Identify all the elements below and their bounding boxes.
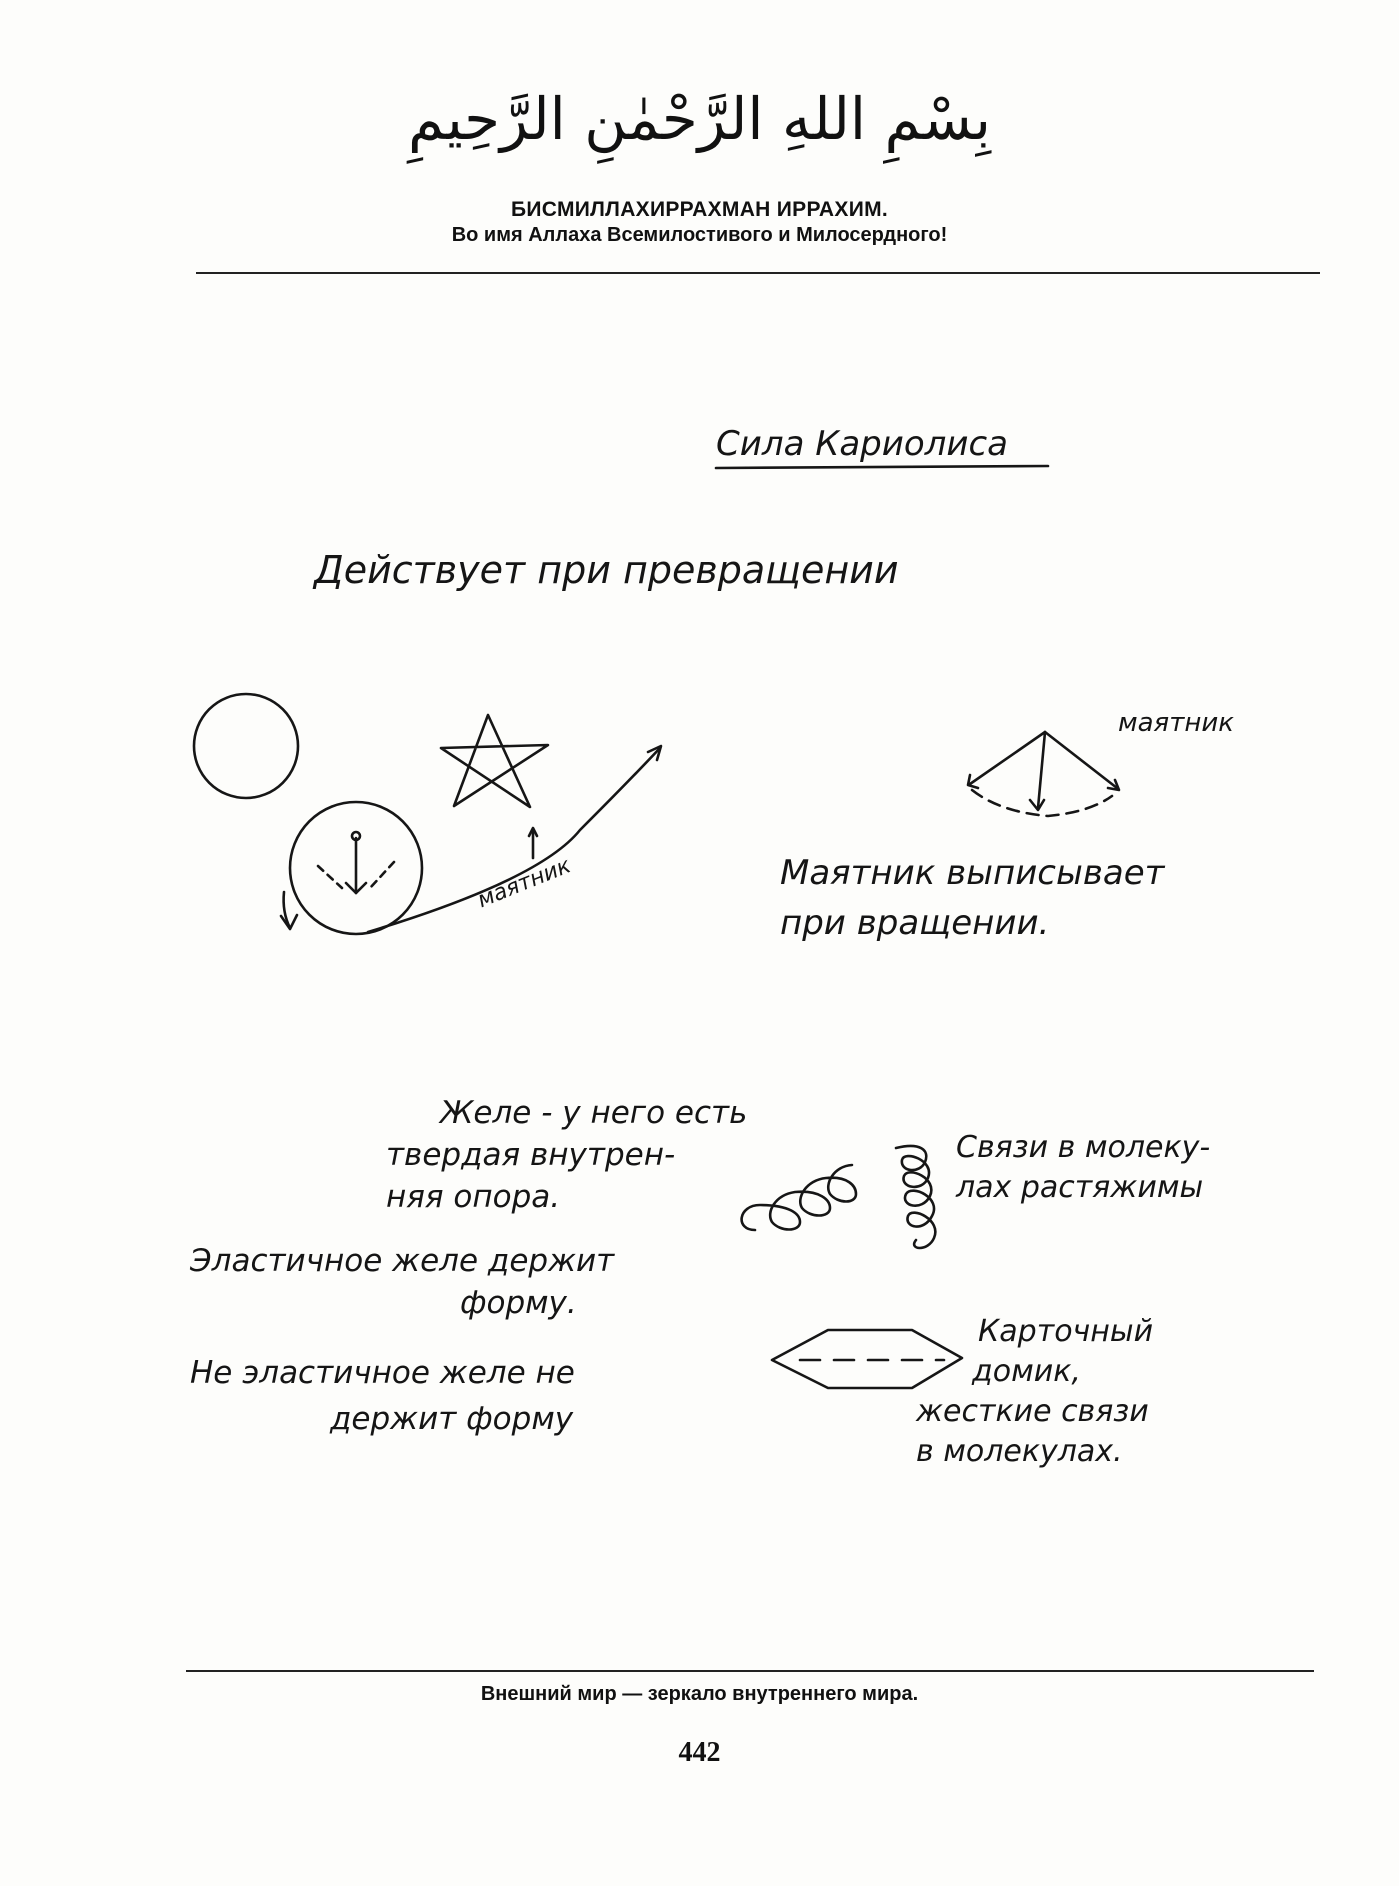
pendulum-swing-left bbox=[318, 866, 342, 888]
header-title: БИСМИЛЛАХИРРАХМАН ИРРАХИМ. bbox=[510, 198, 889, 221]
pendulum2-left bbox=[970, 732, 1045, 784]
cardhouse-text-line: домик, bbox=[972, 1354, 1081, 1389]
label-pendulum-top: маятник bbox=[1118, 708, 1234, 738]
bismillah-calligraphy: بِسْمِ اللهِ الرَّحْمٰنِ الرَّحِيمِ bbox=[408, 85, 991, 153]
spring-vertical bbox=[896, 1146, 935, 1248]
nonelastic-text-line: Не эластичное желе не bbox=[190, 1355, 575, 1391]
pendulum2-center bbox=[1038, 732, 1045, 808]
cardhouse-text-line: в молекулах. bbox=[916, 1434, 1123, 1469]
elastic-text-line: Эластичное желе держит bbox=[190, 1243, 615, 1279]
star-shape bbox=[441, 715, 548, 807]
pendulum2-right bbox=[1045, 732, 1117, 788]
label-pendulum-curve: маятник bbox=[474, 853, 575, 914]
elastic-text-line: форму. bbox=[460, 1285, 577, 1321]
bonds-text bbox=[956, 1128, 1210, 1208]
heading-underline bbox=[716, 466, 1048, 468]
page-number: 442 bbox=[678, 1737, 721, 1768]
bonds-text-line: Связи в молеку- bbox=[956, 1130, 1211, 1165]
cardhouse-text-line: Карточный bbox=[978, 1314, 1154, 1349]
header-subtitle: Во имя Аллаха Всемилостивого и Милосердного! bbox=[451, 224, 948, 246]
pendulum-caption bbox=[780, 848, 1164, 948]
pendulum-caption-line: Маятник выписывает bbox=[780, 853, 1165, 893]
footer-text: Внешний мир — зеркало внутреннего мира. bbox=[480, 1683, 919, 1705]
jelly-text-line: няя опора. bbox=[386, 1179, 561, 1215]
pendulum-swing-right bbox=[370, 862, 394, 888]
roll-arrowhead bbox=[281, 915, 297, 929]
bonds-text-line: лах растяжимы bbox=[956, 1170, 1204, 1205]
note-line-1: Действует при превращении bbox=[314, 548, 899, 592]
jelly-text-line: твердая внутрен- bbox=[386, 1137, 676, 1173]
jelly-text-line: Желе - у него есть bbox=[440, 1095, 748, 1131]
jelly-text bbox=[386, 1092, 747, 1218]
footer-rule bbox=[186, 1670, 1314, 1672]
pendulum-pivot bbox=[352, 832, 360, 840]
cardhouse-text-line: жесткие связи bbox=[916, 1394, 1149, 1429]
nonelastic-text-line: держит форму bbox=[330, 1401, 574, 1437]
circle-shape bbox=[194, 694, 298, 798]
elastic-text bbox=[190, 1240, 614, 1324]
note-heading: Сила Кариолиса bbox=[716, 424, 1009, 464]
nonelastic-text bbox=[190, 1350, 575, 1442]
pendulum-caption-line: при вращении. bbox=[780, 903, 1050, 943]
spring-horizontal bbox=[742, 1165, 856, 1230]
cardhouse-text bbox=[916, 1312, 1153, 1472]
